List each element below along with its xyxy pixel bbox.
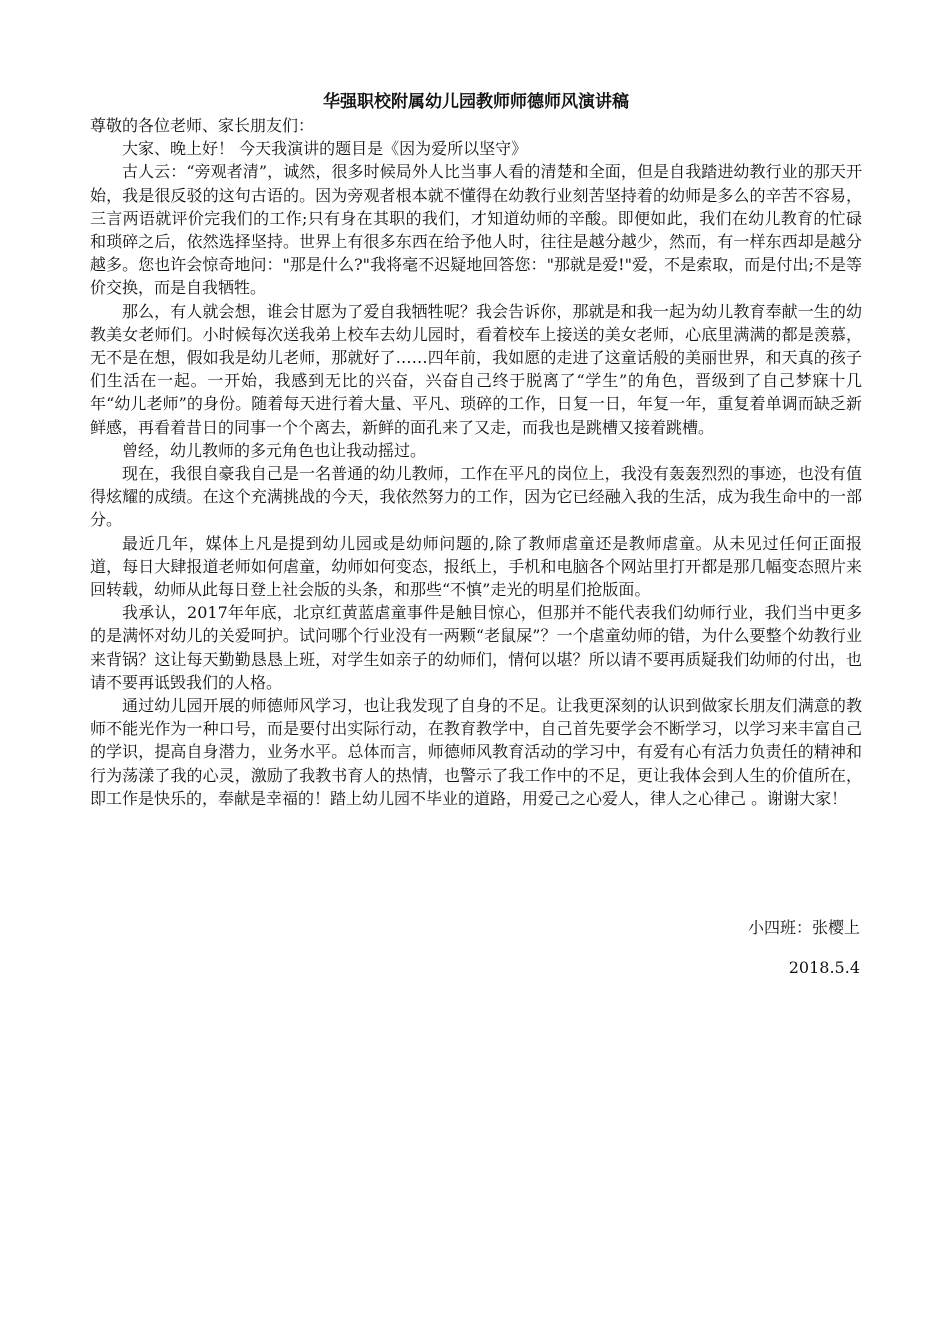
paragraph: 曾经，幼儿教师的多元角色也让我动摇过。 <box>122 440 427 460</box>
paragraph: 现在，我很自豪我自己是一名普通的幼儿教师，工作在平凡的岗位上，我没有轰轰烈烈的事迹，也没有值得炫耀的成绩。在这个充满挑战的今天，我依然努力的工作，因为它已经融入我的生活，成为我生命中的一部分。 <box>90 464 862 530</box>
paragraph: 我承认，2017年年底，北京红黄蓝虐童事件是触目惊心，但那并不能代表我们幼师行业，我们当中更多的是满怀对幼儿的关爱呵护。试问哪个行业没有一两颗“老鼠屎”？一个虐童幼师的错，为什么要整个幼教行业来背锅？这让每天勤勤恳恳上班，对学生如亲子的幼师们，情何以堪？所以请不要再质疑我们幼师的付出，也请不要再诋毁我们的人格。 <box>90 603 862 692</box>
paragraph: 古人云：“旁观者清”，诚然，很多时候局外人比当事人看的清楚和全面，但是自我踏进幼教行业的那天开始，我是很反驳的这句古语的。因为旁观者根本就不懂得在幼教行业刻苦坚持着的幼师是多么的辛苦不容易，三言两语就评价完我们的工作;只有身在其职的我们，才知道幼师的辛酸。即便如此，我们在幼儿教育的忙碌和琐碎之后，依然选择坚持。世界上有很多东西在给予他人时，往往是越分越少，然而，有一样东西却是越分越多。您也许会惊奇地问："那是什么?"我将毫不迟疑地回答您："那就是爱!"爱，不是索取，而是付出;不是等价交换，而是自我牺牲。 <box>90 162 862 298</box>
document-body <box>90 90 862 810</box>
signature-date: 2018.5.4 <box>788 958 860 977</box>
paragraph-greeting: 大家、晚上好！ 今天我演讲的题目是《因为爱所以坚守》 <box>122 139 528 159</box>
paragraph: 那么，有人就会想，谁会甘愿为了爱自我牺牲呢？我会告诉你，那就是和我一起为幼儿教育奉献一生的幼教美女老师们。小时候每次送我弟上校车去幼儿园时，看着校车上接送的美女老师，心底里满满的都是羡慕，无不是在想，假如我是幼儿老师，那就好了……四年前，我如愿的走进了这童话般的美丽世界，和天真的孩子们生活在一起。一开始，我感到无比的兴奋，兴奋自己终于脱离了“学生”的角色，晋级到了自己梦寐十几年“幼儿老师”的身份。随着每天进行着大量、平凡、琐碎的工作，日复一日，年复一年，重复着单调而缺乏新鲜感，再看着昔日的同事一个个离去，新鲜的面孔来了又走，而我也是跳槽又接着跳槽。 <box>90 301 862 437</box>
signature: 小四班：张樱上 <box>747 918 860 937</box>
paragraph: 最近几年，媒体上凡是提到幼儿园或是幼师问题的,除了教师虐童还是教师虐童。从未见过任何正面报道，每日大肆报道老师如何虐童，幼师如何变态，报纸上，手机和电脑各个网站里打开都是那几幅变态照片来回转载，幼师从此每日登上社会版的头条，和那些“不慎”走光的明星们抢版面。 <box>90 533 862 600</box>
paragraph-closing: 通过幼儿园开展的师德师风学习，也让我发现了自身的不足。让我更深刻的认识到做家长朋友们满意的教师不能光作为一种口号，而是要付出实际行动，在教育教学中，自己首先要学会不断学习，以学习来丰富自己的学识，提高自身潜力，业务水平。总体而言，师德师风教育活动的学习中，有爱有心有活力负责任的精神和行为荡漾了我的心灵，激励了我教书育人的热情，也警示了我工作中的不足，更让我体会到人生的价值所在，即工作是快乐的，奉献是幸福的！踏上幼儿园不毕业的道路，用爱己之心爱人，律人之心律己 。谢谢大家！ <box>90 696 862 808</box>
salutation: 尊敬的各位老师、家长朋友们： <box>90 116 315 135</box>
document-title: 华强职校附属幼儿园教师师德师风演讲稿 <box>323 92 629 112</box>
